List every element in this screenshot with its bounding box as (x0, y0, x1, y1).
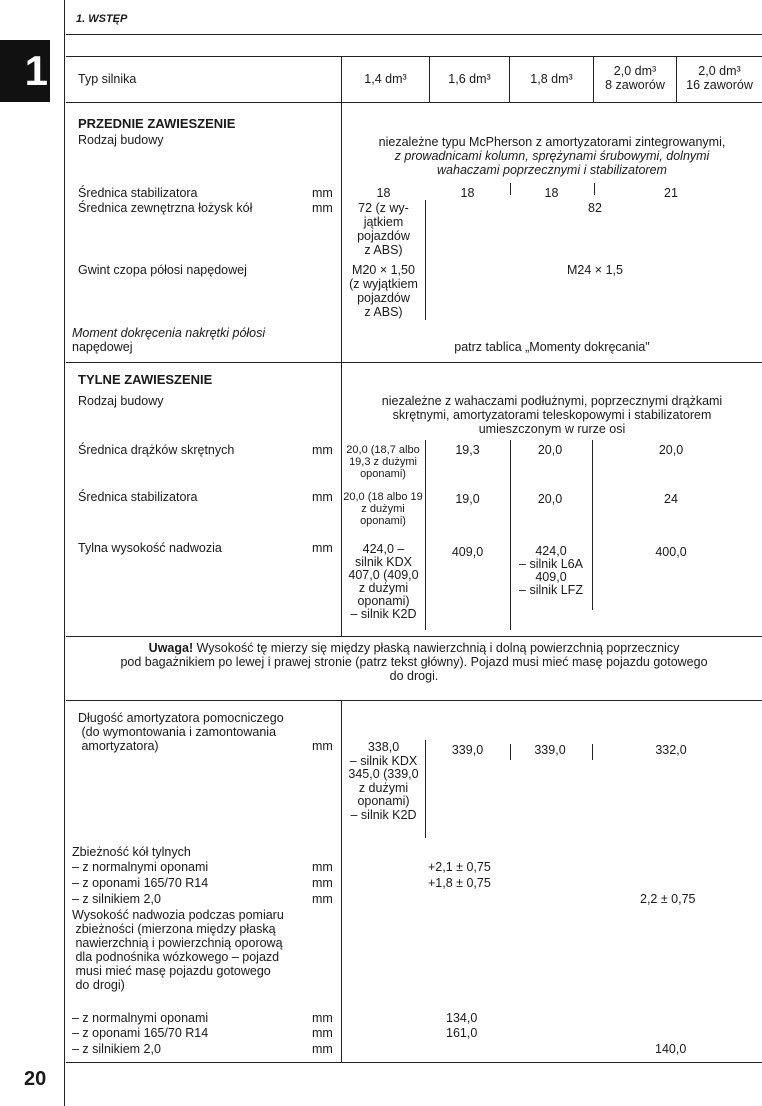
unit: mm (312, 1026, 333, 1040)
col-1-8: 1,8 dm³ (530, 72, 573, 86)
shock-2-0: 332,0 (655, 743, 687, 757)
unit: mm (312, 201, 333, 215)
rear-stab-1-6: 19,0 (455, 492, 480, 506)
col-2-0-16v: 2,0 dm³ 16 zaworów (686, 64, 753, 92)
unit: mm (312, 1042, 333, 1056)
engine-type-label: Typ silnika (78, 72, 137, 86)
left-margin-line (64, 0, 65, 1106)
front-torque-label: Moment dokręcenia nakrętki półosi napędowej (72, 326, 266, 354)
toe-label: Zbieżność kół tylnych (72, 845, 191, 859)
mheight-label: Wysokość nadwozia podczas pomiaru zbieżności (mierzona między płaską nawierzchnią i powierzchnią oporową dla podnośnika wózkowego – pojazd musi mieć masę pojazdu gotowego do drogi) (72, 908, 284, 992)
mheight-r2-label: – z oponami 165/70 R14 (72, 1026, 209, 1040)
front-stab-1-8: 18 (544, 186, 559, 200)
col-1-4: 1,4 dm³ (364, 72, 407, 86)
front-stab-label: Średnica stabilizatora (78, 186, 198, 200)
rear-stab-1-8: 20,0 (537, 492, 563, 506)
rear-torsion-1-8: 20,0 (537, 443, 563, 457)
rear-height-label: Tylna wysokość nadwozia (78, 541, 222, 555)
rear-heading: TYLNE ZAWIESZENIE (78, 372, 213, 387)
toe-r1-value: +2,1 ± 0,75 (428, 860, 491, 874)
rear-height-1-4: 424,0 – silnik KDX 407,0 (409,0 z dużymi oponami) – silnik K2D (348, 542, 419, 621)
rear-stab-label: Średnica stabilizatora (78, 490, 198, 504)
front-stab-1-6: 18 (460, 186, 475, 200)
mheight-r1-label: – z normalnymi oponami (72, 1011, 209, 1025)
rear-torsion-1-6: 19,3 (455, 443, 480, 457)
section-header: 1. WSTĘP (76, 13, 128, 25)
col-2-0-8v: 2,0 dm³ 8 zaworów (605, 64, 665, 92)
rear-height-1-8: 424,0 – silnik L6A 409,0 – silnik LFZ (519, 544, 583, 597)
mheight-r2-value: 161,0 (446, 1026, 478, 1040)
unit: mm (312, 739, 333, 753)
toe-r2-label: – z oponami 165/70 R14 (72, 876, 209, 890)
note-box: Uwaga! Wysokość tę mierzy się między płaską nawierzchnią i dolną powierzchnią poprzecznicy pod bagażnikiem po lewej i prawej stronie (patrz tekst główny). Pojazd musi mieć masę pojazdu gotowego do drogi. (120, 641, 708, 683)
rear-torsion-2-0: 20,0 (658, 443, 684, 457)
unit: mm (312, 876, 333, 890)
rear-design-value: niezależne z wahaczami podłużnymi, poprzecznymi drążkami skrętnymi, amortyzatorami teleskopowymi i stabilizatorem umieszczonym w rurze osi (381, 394, 723, 436)
rear-torsion-label: Średnica drążków skrętnych (78, 443, 235, 457)
unit: mm (312, 490, 333, 504)
header-rule (66, 34, 762, 35)
mheight-r3-label: – z silnikiem 2,0 (72, 1042, 161, 1056)
rear-stab-2-0: 24 (664, 492, 678, 506)
col-1-6: 1,6 dm³ (448, 72, 491, 86)
front-thread-rest: M24 × 1,5 (567, 263, 623, 277)
chapter-tab: 1 (0, 40, 50, 102)
front-thread-1-4: M20 × 1,50 (z wyjątkiem pojazdów z ABS) (349, 263, 418, 319)
rear-height-1-6: 409,0 (451, 545, 484, 559)
unit: mm (312, 892, 333, 906)
toe-r2-value: +1,8 ± 0,75 (428, 876, 491, 890)
front-stab-1-4: 18 (376, 186, 391, 200)
front-design-value: niezależne typu McPherson z amortyzatorami zintegrowanymi, z prowadnicami kolumn, sprężynami śrubowymi, dolnymi wahaczami poprzecznymi i stabilizatorem (378, 135, 726, 177)
front-torque-value: patrz tablica „Momenty dokręcania" (454, 340, 650, 354)
rear-design-label: Rodzaj budowy (78, 394, 164, 408)
unit: mm (312, 541, 333, 555)
unit: mm (312, 1011, 333, 1025)
rear-stab-1-4: 20,0 (18 albo 19 z dużymi oponami) (343, 491, 423, 527)
page-number: 20 (24, 1068, 47, 1090)
toe-r3-value: 2,2 ± 0,75 (640, 892, 696, 906)
mheight-r1-value: 134,0 (446, 1011, 478, 1025)
shock-1-4: 338,0 – silnik KDX 345,0 (339,0 z dużymi oponami) – silnik K2D (348, 740, 419, 822)
front-thread-label: Gwint czopa półosi napędowej (78, 263, 247, 277)
shock-1-8: 339,0 (534, 743, 566, 757)
unit: mm (312, 860, 333, 874)
front-design-label: Rodzaj budowy (78, 133, 164, 147)
unit: mm (312, 186, 333, 200)
rear-height-2-0: 400,0 (655, 545, 687, 559)
toe-r1-label: – z normalnymi oponami (72, 860, 209, 874)
front-stab-2-0: 21 (664, 186, 678, 200)
front-bearing-1-4: 72 (z wy- jątkiem pojazdów z ABS) (357, 201, 410, 257)
front-heading: PRZEDNIE ZAWIESZENIE (78, 116, 236, 131)
front-bearing-rest: 82 (588, 201, 602, 215)
rear-torsion-1-4: 20,0 (18,7 albo 19,3 z dużymi oponami) (346, 444, 420, 480)
unit: mm (312, 443, 333, 457)
shock-label: Długość amortyzatora pomocniczego (do wymontowania i zamontowania amortyzatora) (78, 711, 284, 753)
toe-r3-label: – z silnikiem 2,0 (72, 892, 161, 906)
mheight-r3-value: 140,0 (655, 1042, 687, 1056)
shock-1-6: 339,0 (451, 743, 484, 757)
front-bearing-label: Średnica zewnętrzna łożysk kół (78, 201, 253, 215)
